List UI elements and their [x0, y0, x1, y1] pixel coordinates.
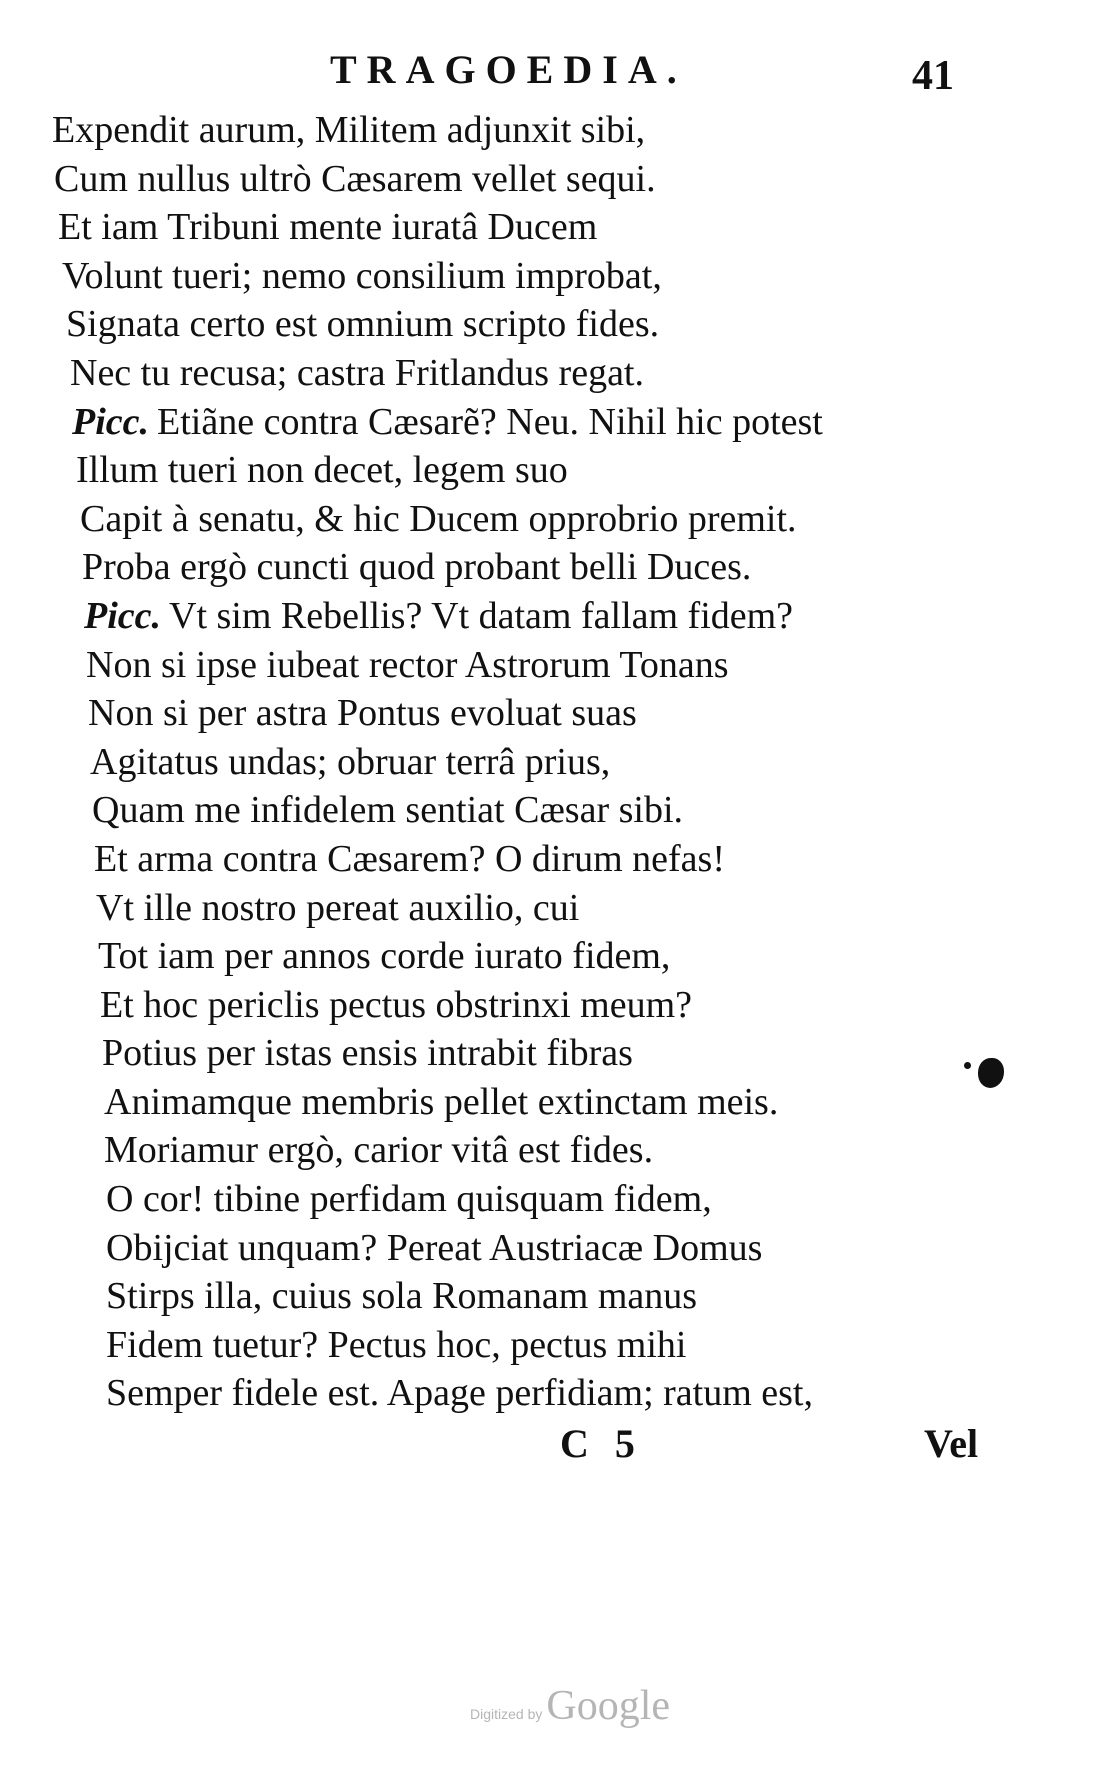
digitization-watermark [470, 1682, 670, 1730]
verse-line: Fidem tuetur? Pectus hoc, pectus mihi [106, 1323, 687, 1366]
verse-line: Quam me infidelem sentiat Cæsar sibi. [92, 789, 684, 832]
verse-line: O cor! tibine perfidam quisquam fidem, [106, 1178, 712, 1221]
verse-line: Picc. Etiãne contra Cæsarẽ? Neu. Nihil hic potest [72, 400, 823, 443]
verse-line: Expendit aurum, Militem adjunxit sibi, [52, 109, 646, 151]
ink-spot-icon [964, 1062, 971, 1069]
page-number: 41 [912, 53, 954, 99]
verse-line: Non si per astra Pontus evoluat suas [88, 692, 637, 735]
verse-line: Et arma contra Cæsarem? O dirum nefas! [94, 837, 725, 880]
speaker-label: Picc. [84, 594, 162, 637]
verse-line: Potius per istas ensis intrabit fibras [102, 1032, 633, 1075]
verse-line: Et iam Tribuni mente iuratâ Ducem [58, 206, 598, 249]
verse-line: Picc. Vt sim Rebellis? Vt datam fallam fidem? [84, 594, 794, 637]
verse-line: Tot iam per annos corde iurato fidem, [98, 935, 671, 978]
verse-line: Animamque membris pellet extinctam meis. [104, 1080, 779, 1123]
verse-line: Non si ipse iubeat rector Astrorum Tonans [86, 643, 729, 686]
verse-line: Semper fidele est. Apage perfidiam; ratum est, [106, 1372, 813, 1415]
verse-line: Proba ergò cuncti quod probant belli Duces. [82, 546, 752, 589]
verse-line: Moriamur ergò, carior vitâ est fides. [104, 1129, 654, 1172]
speaker-label: Picc. [72, 400, 150, 443]
watermark-brand: Google [546, 1683, 671, 1729]
signature-mark: C 5 [560, 1421, 643, 1466]
verse-line: Capit à senatu, & hic Ducem opprobrio premit. [80, 497, 797, 540]
verse-line: Obijciat unquam? Pereat Austriacæ Domus [106, 1226, 763, 1269]
verse-line: Stirps illa, cuius sola Romanam manus [106, 1275, 698, 1318]
verse-line: Volunt tueri; nemo consilium improbat, [62, 254, 662, 297]
verse-line: Illum tueri non decet, legem suo [76, 449, 568, 492]
verse-line: Vt ille nostro pereat auxilio, cui [96, 886, 580, 929]
verse-text [0, 106, 1106, 1418]
watermark-prefix: Digitized by [470, 1706, 543, 1722]
running-title: TRAGOEDIA. [330, 47, 687, 92]
verse-line: Nec tu recusa; castra Fritlandus regat. [70, 351, 644, 394]
verse-line: Et hoc periclis pectus obstrinxi meum? [100, 983, 693, 1026]
verse-line: Cum nullus ultrò Cæsarem vellet sequi. [54, 157, 656, 200]
verse-line: Agitatus undas; obruar terrâ prius, [90, 740, 611, 783]
catchword: Vel [924, 1421, 979, 1466]
verse-line: Signata certo est omnium scripto fides. [66, 303, 660, 346]
